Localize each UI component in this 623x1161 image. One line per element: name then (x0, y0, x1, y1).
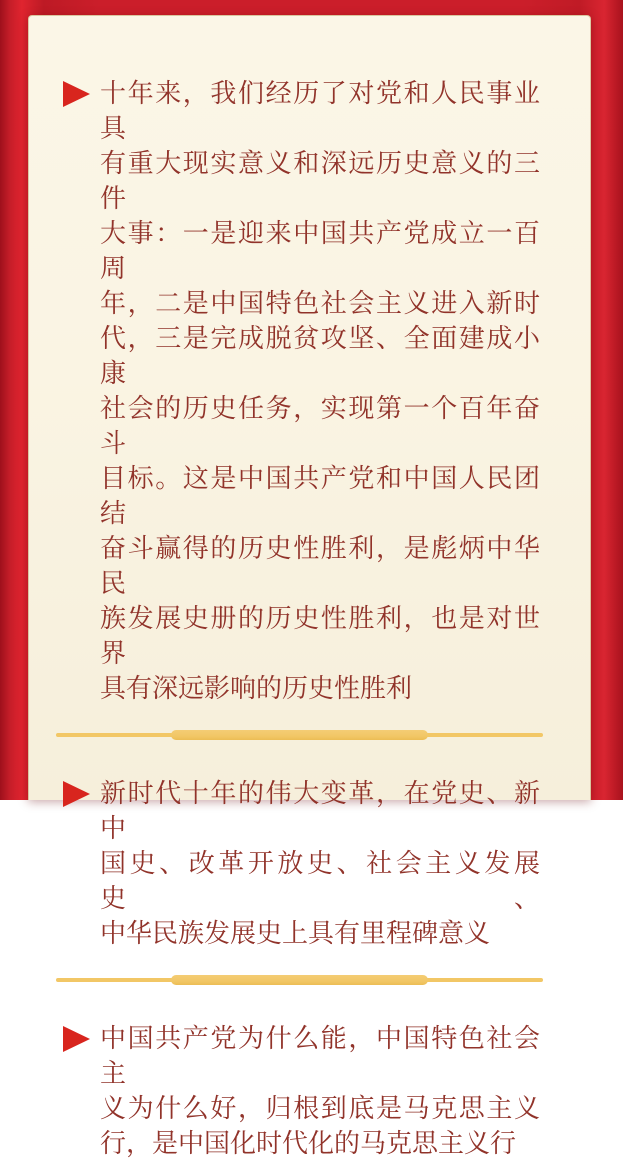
triangle-bullet-icon (63, 81, 90, 107)
text-line: 社会的历史任务，实现第一个百年奋斗 (100, 393, 540, 458)
text-line: 族发展史册的历史性胜利，也是对世界 (100, 603, 540, 668)
text-line: 有重大现实意义和深远历史意义的三件 (100, 148, 540, 213)
divider-center-bar (171, 730, 428, 740)
paragraph-text (100, 776, 540, 951)
text-line: 义为什么好，归根到底是马克思主义 (100, 1093, 540, 1123)
text-line: 大事：一是迎来中国共产党成立一百周 (100, 218, 540, 283)
paragraph-text (100, 76, 540, 706)
text-line: 十年来，我们经历了对党和人民事业具 (100, 78, 540, 143)
section-divider (56, 730, 543, 740)
paragraph-text (100, 1021, 540, 1161)
triangle-bullet-icon (63, 781, 90, 807)
text-line: 年，二是中国特色社会主义进入新时 (100, 288, 540, 318)
text-line: 行，是中国化时代化的马克思主义行 (100, 1128, 517, 1158)
text-line: 奋斗赢得的历史性胜利，是彪炳中华民 (100, 533, 540, 598)
bullet-column (63, 776, 100, 807)
paragraph-three-major-events (63, 76, 540, 706)
text-line: 新时代十年的伟大变革，在党史、新中 (100, 778, 540, 843)
content-panel (28, 15, 591, 1158)
text-line: 具有深远影响的历史性胜利 (100, 673, 413, 703)
divider-center-bar (171, 975, 428, 985)
text-line: 中华民族发展史上具有里程碑意义 (100, 918, 491, 948)
paragraph-milestone-significance (63, 776, 540, 951)
text-line: 目标。这是中国共产党和中国人民团结 (100, 463, 540, 528)
paragraph-marxism-works (63, 1021, 540, 1161)
bullet-column (63, 1021, 100, 1052)
text-line: 中国共产党为什么能，中国特色社会主 (100, 1023, 540, 1088)
section-divider (56, 975, 543, 985)
text-line: 代，三是完成脱贫攻坚、全面建成小康 (100, 323, 540, 388)
bullet-column (63, 76, 100, 107)
text-line: 国史、改革开放史、社会主义发展史、 (100, 848, 540, 913)
triangle-bullet-icon (63, 1026, 90, 1052)
